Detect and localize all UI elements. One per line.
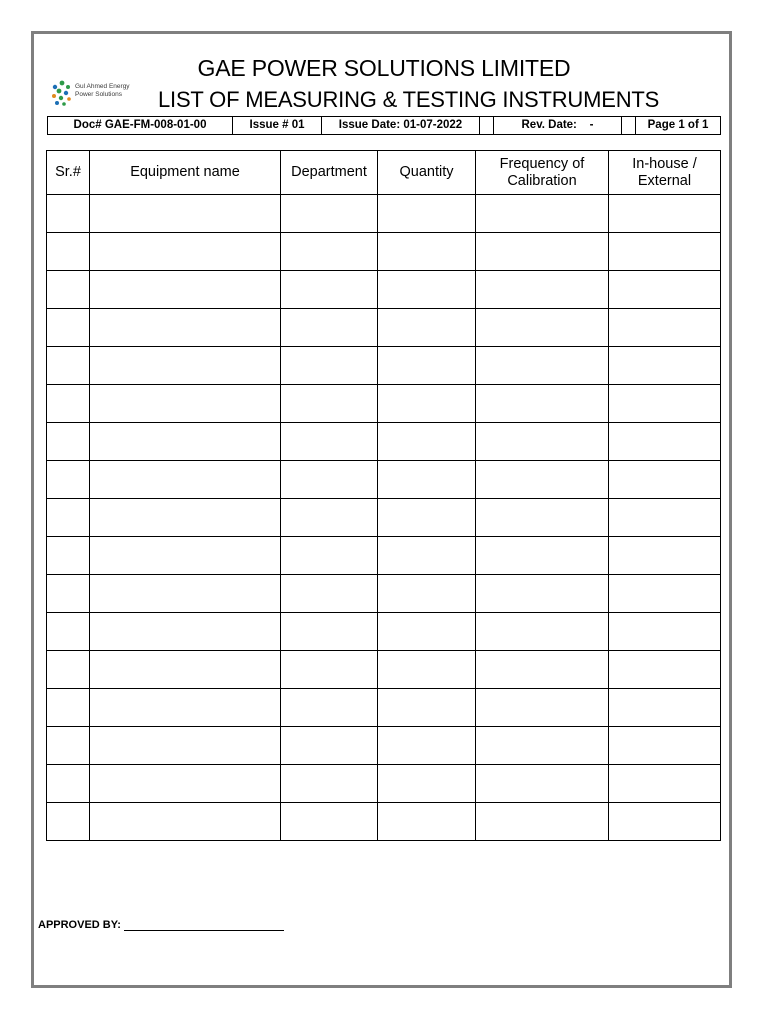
table-cell[interactable]	[281, 727, 378, 765]
table-cell[interactable]	[609, 385, 721, 423]
table-cell[interactable]	[90, 309, 281, 347]
table-cell[interactable]	[281, 689, 378, 727]
table-row	[47, 575, 721, 613]
table-cell[interactable]	[47, 613, 90, 651]
company-title-text: GAE POWER SOLUTIONS LIMITED	[197, 55, 571, 81]
table-cell[interactable]	[378, 271, 476, 309]
table-cell[interactable]	[90, 727, 281, 765]
table-cell[interactable]	[281, 233, 378, 271]
table-cell[interactable]	[378, 461, 476, 499]
table-row	[47, 499, 721, 537]
table-cell[interactable]	[609, 537, 721, 575]
table-cell[interactable]	[476, 537, 609, 575]
table-cell[interactable]	[47, 423, 90, 461]
table-cell[interactable]	[90, 461, 281, 499]
column-header-frequency-of-calibration: Frequency of Calibration	[476, 151, 609, 195]
table-row	[47, 195, 721, 233]
table-cell[interactable]	[476, 575, 609, 613]
table-cell[interactable]	[609, 499, 721, 537]
table-cell[interactable]	[609, 195, 721, 233]
table-cell[interactable]	[378, 195, 476, 233]
table-cell[interactable]	[476, 271, 609, 309]
form-title: LIST OF MEASURING & TESTING INSTRUMENTS	[158, 87, 660, 112]
table-cell[interactable]	[378, 233, 476, 271]
table-row	[47, 651, 721, 689]
table-cell[interactable]	[90, 803, 281, 841]
table-header-row	[47, 151, 721, 195]
doc-bar-spacer	[480, 117, 494, 134]
table-cell[interactable]	[609, 271, 721, 309]
approval-section	[38, 919, 284, 931]
table-cell[interactable]	[476, 499, 609, 537]
table-cell[interactable]	[47, 575, 90, 613]
table-cell[interactable]	[47, 537, 90, 575]
table-cell[interactable]	[281, 271, 378, 309]
logo-wordmark	[75, 83, 130, 98]
table-cell[interactable]	[90, 537, 281, 575]
approved-by-label: APPROVED BY:	[38, 919, 121, 931]
table-cell[interactable]	[47, 727, 90, 765]
table-cell[interactable]	[476, 195, 609, 233]
table-cell[interactable]	[609, 575, 721, 613]
table-cell[interactable]	[90, 347, 281, 385]
table-cell[interactable]	[378, 347, 476, 385]
table-cell[interactable]	[47, 271, 90, 309]
table-cell[interactable]	[476, 613, 609, 651]
company-logo	[49, 78, 159, 110]
table-row	[47, 309, 721, 347]
table-cell[interactable]	[47, 651, 90, 689]
table-cell[interactable]	[378, 689, 476, 727]
table-cell[interactable]	[281, 461, 378, 499]
issue-date: Issue Date: 01-07-2022	[322, 117, 480, 134]
rev-date: Rev. Date: -	[494, 117, 622, 134]
table-cell[interactable]	[378, 803, 476, 841]
table-cell[interactable]	[281, 499, 378, 537]
table-row	[47, 537, 721, 575]
column-header-sr: Sr.#	[47, 151, 90, 195]
table-cell[interactable]	[476, 347, 609, 385]
table-cell[interactable]	[90, 689, 281, 727]
table-cell[interactable]	[47, 309, 90, 347]
table-cell[interactable]	[47, 347, 90, 385]
table-row	[47, 423, 721, 461]
table-cell[interactable]	[90, 271, 281, 309]
table-cell[interactable]	[90, 651, 281, 689]
table-row	[47, 613, 721, 651]
logo-line-2: Power Solutions	[75, 90, 122, 98]
table-row	[47, 765, 721, 803]
table-cell[interactable]	[609, 803, 721, 841]
table-cell[interactable]	[378, 537, 476, 575]
table-cell[interactable]	[281, 575, 378, 613]
table-cell[interactable]	[609, 765, 721, 803]
table-cell[interactable]	[609, 651, 721, 689]
company-title	[0, 55, 768, 82]
table-cell[interactable]	[281, 537, 378, 575]
table-cell[interactable]	[476, 309, 609, 347]
table-cell[interactable]	[90, 233, 281, 271]
table-cell[interactable]	[47, 689, 90, 727]
table-cell[interactable]	[476, 689, 609, 727]
table-cell[interactable]	[281, 765, 378, 803]
table-cell[interactable]	[281, 613, 378, 651]
page-number: Page 1 of 1	[647, 119, 709, 131]
doc-number: Doc# GAE-FM-008-01-00	[48, 117, 233, 134]
table-cell[interactable]	[47, 385, 90, 423]
table-cell[interactable]	[90, 385, 281, 423]
instruments-table	[46, 150, 721, 841]
table-cell[interactable]	[281, 309, 378, 347]
table-body	[47, 195, 721, 841]
document-info-bar	[47, 116, 721, 135]
table-cell[interactable]	[378, 385, 476, 423]
table-cell[interactable]	[609, 461, 721, 499]
table-cell[interactable]	[609, 613, 721, 651]
table-cell[interactable]	[378, 765, 476, 803]
table-row	[47, 727, 721, 765]
table-cell[interactable]	[47, 233, 90, 271]
table-cell[interactable]	[476, 423, 609, 461]
table-cell[interactable]	[378, 499, 476, 537]
table-cell[interactable]	[47, 461, 90, 499]
table-cell[interactable]	[476, 727, 609, 765]
table-cell[interactable]	[609, 727, 721, 765]
table-cell[interactable]	[281, 195, 378, 233]
issue-number: Issue # 01	[233, 117, 322, 134]
table-cell[interactable]	[90, 499, 281, 537]
table-cell[interactable]	[476, 803, 609, 841]
table-cell[interactable]	[281, 651, 378, 689]
logo-line-1: Gul Ahmed Energy	[75, 83, 130, 90]
table-cell[interactable]	[281, 423, 378, 461]
table-cell[interactable]	[476, 765, 609, 803]
table-cell[interactable]	[476, 461, 609, 499]
column-header-equipment-name: Equipment name	[90, 151, 281, 195]
table-cell[interactable]	[90, 195, 281, 233]
table-cell[interactable]	[609, 233, 721, 271]
table-cell[interactable]	[378, 651, 476, 689]
table-row	[47, 347, 721, 385]
table-cell[interactable]	[47, 195, 90, 233]
table-cell[interactable]	[476, 385, 609, 423]
table-cell[interactable]	[281, 347, 378, 385]
table-row	[47, 461, 721, 499]
table-cell[interactable]	[47, 803, 90, 841]
table-cell[interactable]	[378, 727, 476, 765]
table-row	[47, 233, 721, 271]
table-cell[interactable]	[90, 765, 281, 803]
column-header-quantity: Quantity	[378, 151, 476, 195]
table-cell[interactable]	[90, 575, 281, 613]
table-cell[interactable]	[609, 309, 721, 347]
table-cell[interactable]	[609, 347, 721, 385]
table-cell[interactable]	[47, 765, 90, 803]
table-cell[interactable]	[90, 613, 281, 651]
table-row	[47, 689, 721, 727]
table-cell[interactable]	[281, 803, 378, 841]
table-row	[47, 385, 721, 423]
table-cell[interactable]	[476, 651, 609, 689]
table-cell[interactable]	[378, 423, 476, 461]
table-cell[interactable]	[47, 499, 90, 537]
table-cell[interactable]	[476, 233, 609, 271]
table-cell[interactable]	[378, 613, 476, 651]
column-header-department: Department	[281, 151, 378, 195]
table-cell[interactable]	[609, 423, 721, 461]
signature-line[interactable]	[124, 930, 284, 931]
table-cell[interactable]	[281, 385, 378, 423]
table-cell[interactable]	[609, 689, 721, 727]
table-cell[interactable]	[378, 575, 476, 613]
table-cell[interactable]	[378, 309, 476, 347]
table-row	[47, 271, 721, 309]
table-cell[interactable]	[90, 423, 281, 461]
molecule-dots-logo-icon	[49, 78, 75, 108]
table-row	[47, 803, 721, 841]
column-header-in-house-external: In-house / External	[609, 151, 721, 195]
doc-bar-spacer	[622, 117, 636, 134]
